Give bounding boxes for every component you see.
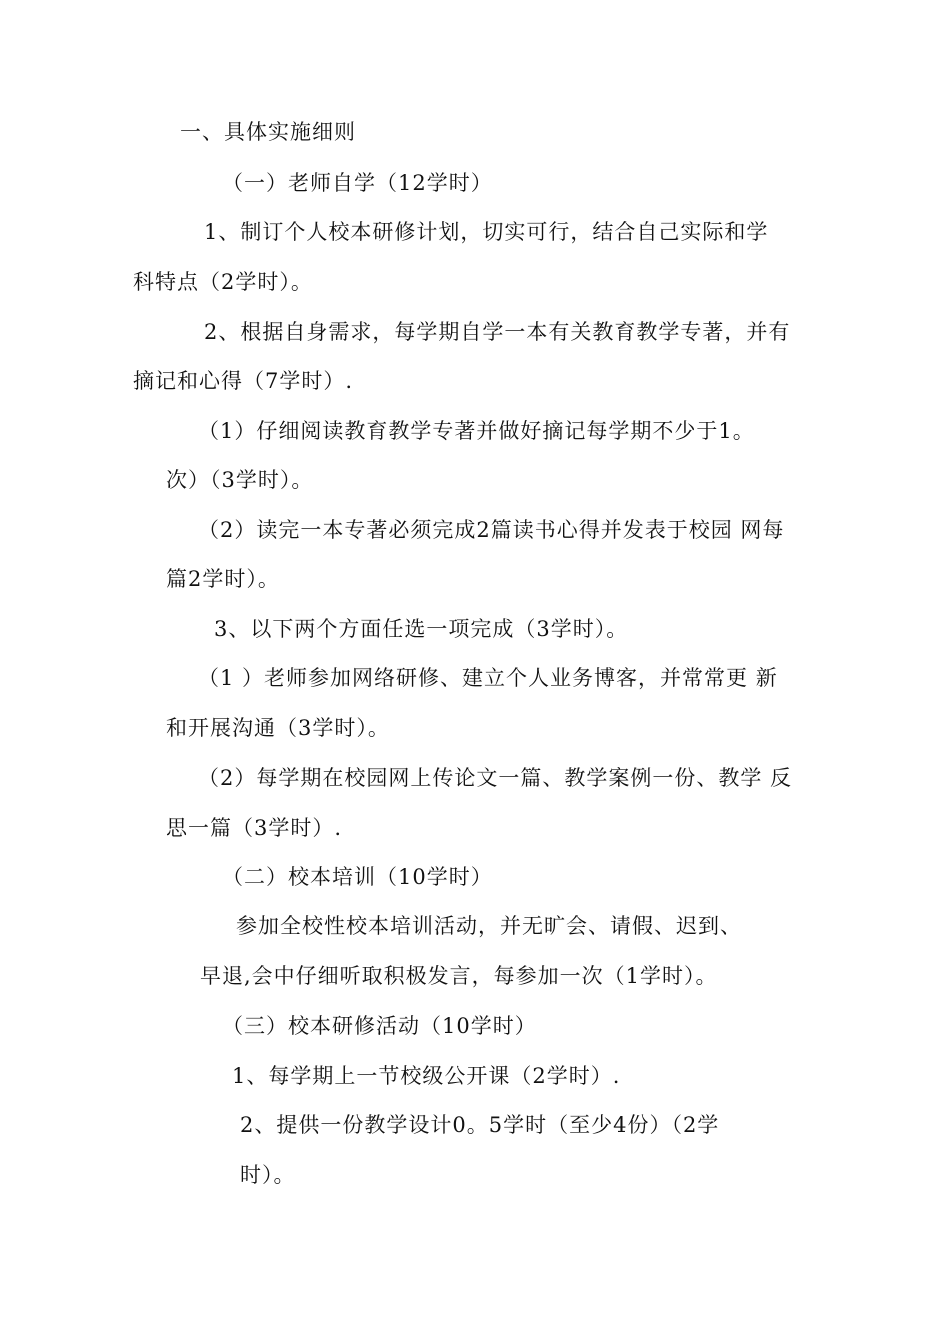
section-1-item-3-sub-1-line-1: （1 ）老师参加网络研修、建立个人业务博客，并常常更 新 <box>198 666 778 690</box>
section-1-item-2-sub-2-line-2: 篇2学时）。 <box>166 567 280 591</box>
section-3-item-2-line-1: 2、提供一份教学设计0。5学时（至少4份）（2学 <box>240 1113 720 1137</box>
section-3-title: （三）校本研修活动（10学时） <box>222 1014 537 1038</box>
section-1-item-2-sub-1-line-1: （1）仔细阅读教育教学专著并做好摘记每学期不少于1。 <box>198 419 755 443</box>
section-1-item-2-line-1: 2、根据自身需求，每学期自学一本有关教育教学专著，并有 <box>204 320 791 344</box>
section-2-title: （二）校本培训（10学时） <box>222 865 493 889</box>
section-1-item-3-sub-2-line-2: 思一篇（3学时）. <box>166 816 343 840</box>
section-1-item-3-sub-1-line-2: 和开展沟通（3学时）。 <box>166 716 390 740</box>
main-heading: 一、具体实施细则 <box>180 120 356 144</box>
section-3-item-1: 1、每学期上一节校级公开课（2学时）. <box>232 1064 621 1088</box>
section-3-item-2-line-2: 时）。 <box>240 1163 296 1187</box>
section-1-item-2-line-2: 摘记和心得（7学时）. <box>133 369 354 393</box>
section-1-item-3-sub-2-line-1: （2）每学期在校园网上传论文一篇、教学案例一份、教学 反 <box>198 766 793 790</box>
section-1-item-2-sub-2-line-1: （2）读完一本专著必须完成2篇读书心得并发表于校园 网每 <box>198 518 785 542</box>
section-2-body-line-1: 参加全校性校本培训活动，并无旷会、请假、迟到、 <box>236 914 742 938</box>
section-2-body-line-2: 早退,会中仔细听取积极发言，每参加一次（1学时）。 <box>200 964 718 988</box>
section-1-item-2-sub-1-line-2: 次）（3学时）。 <box>166 468 314 492</box>
section-1-item-1-line-2: 科特点（2学时）。 <box>133 270 313 294</box>
section-1-title: （一）老师自学（12学时） <box>222 171 493 195</box>
section-1-item-3-line-1: 3、以下两个方面任选一项完成（3学时）。 <box>214 617 629 641</box>
section-1-item-1-line-1: 1、制订个人校本研修计划，切实可行，结合自己实际和学 <box>204 220 769 244</box>
